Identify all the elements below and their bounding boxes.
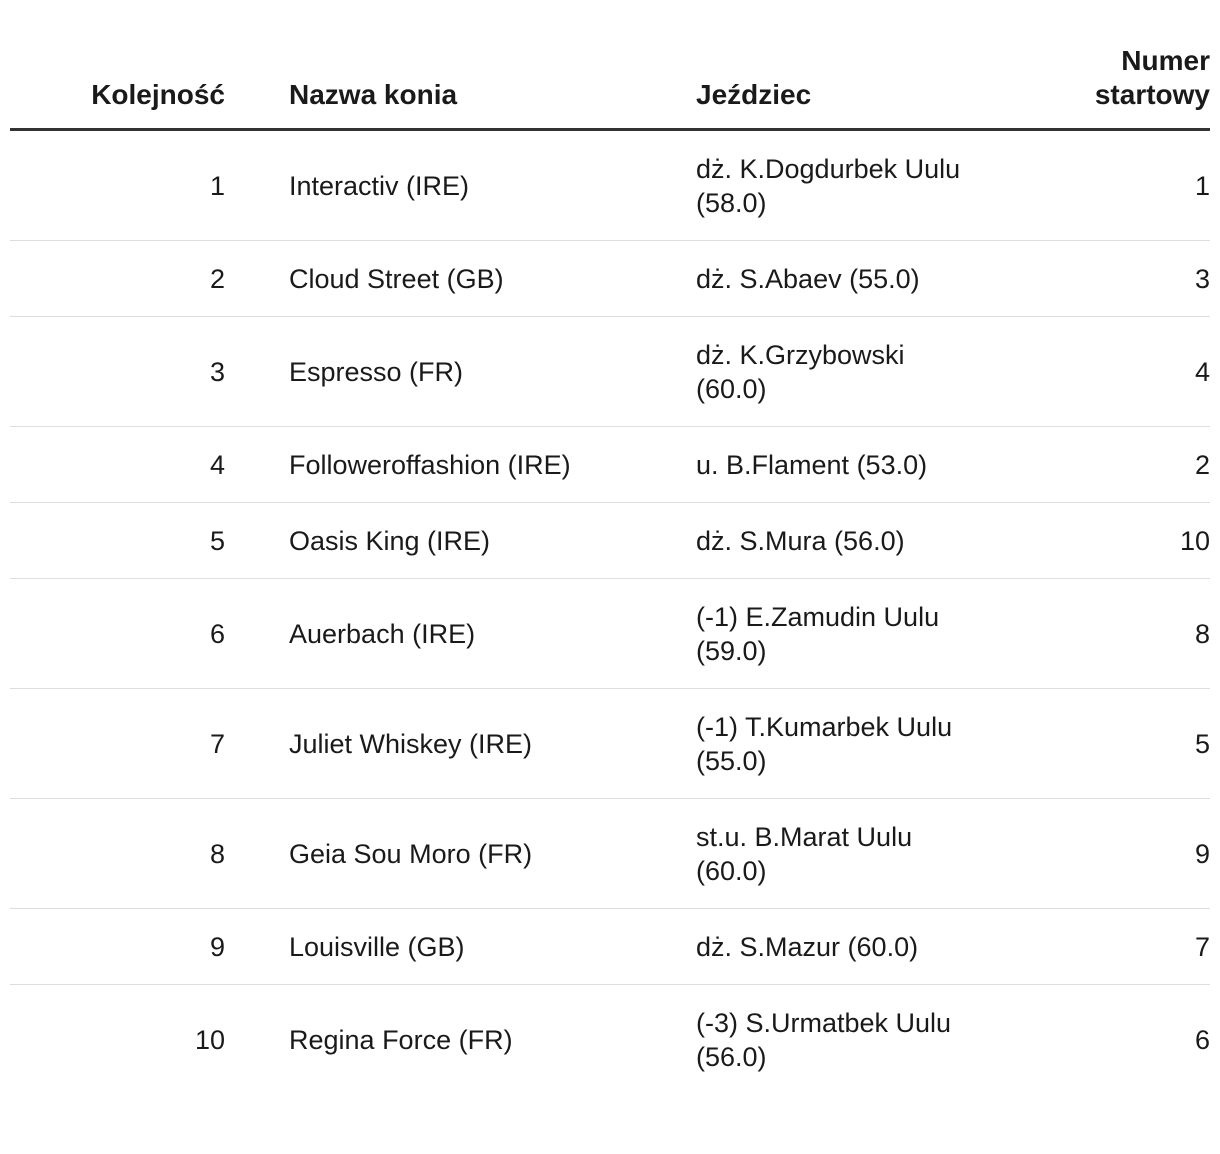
table-row <box>10 241 1210 317</box>
cell-horse-name: Geia Sou Moro (FR) <box>225 799 632 909</box>
column-header-horse-name[interactable]: Nazwa konia <box>225 44 632 130</box>
cell-horse-name: Louisville (GB) <box>225 909 632 985</box>
cell-horse-name: Juliet Whiskey (IRE) <box>225 689 632 799</box>
cell-horse-name: Auerbach (IRE) <box>225 579 632 689</box>
cell-order: 6 <box>10 579 225 689</box>
cell-rider <box>632 130 962 241</box>
cell-rider <box>632 579 962 689</box>
header-row <box>10 44 1210 130</box>
cell-rider <box>632 241 962 317</box>
cell-start-number: 10 <box>962 503 1210 579</box>
cell-order: 4 <box>10 427 225 503</box>
cell-order: 9 <box>10 909 225 985</box>
column-header-start-number-line1: Numer <box>1121 45 1210 76</box>
rider-text: dż. S.Mura (56.0) <box>696 525 905 556</box>
cell-start-number: 4 <box>962 317 1210 427</box>
cell-rider <box>632 689 962 799</box>
results-table-container <box>0 44 1220 1094</box>
cell-horse-name: Regina Force (FR) <box>289 1024 513 1055</box>
cell-start-number: 1 <box>962 130 1210 241</box>
table-body <box>10 130 1210 1095</box>
cell-start-number: 6 <box>1194 1024 1210 1055</box>
rider-text: dż. K.Grzybowski (60.0) <box>696 339 905 404</box>
race-results-table <box>10 44 1210 1094</box>
rider-text: (-3) S.Urmatbek Uulu (56.0) <box>696 1007 952 1072</box>
cell-order: 3 <box>10 317 225 427</box>
cell-horse-name: Followeroffashion (IRE) <box>225 427 632 503</box>
cell-order: 5 <box>10 503 225 579</box>
cell-rider <box>632 799 962 909</box>
rider-text: dż. K.Dogdurbek Uulu (58.0) <box>696 153 961 218</box>
cell-order: 1 <box>10 130 225 241</box>
column-header-start-number[interactable] <box>962 44 1210 130</box>
table-row <box>10 799 1210 909</box>
cell-horse-name: Interactiv (IRE) <box>225 130 632 241</box>
cell-start-number: 5 <box>962 689 1210 799</box>
cell-start-number: 3 <box>962 241 1210 317</box>
column-header-rider[interactable]: Jeździec <box>632 44 962 130</box>
cell-horse-name: Cloud Street (GB) <box>225 241 632 317</box>
cell-order: 10 <box>194 1024 225 1055</box>
rider-text: u. B.Flament (53.0) <box>696 449 928 480</box>
table-row <box>10 689 1210 799</box>
table-row <box>10 130 1210 241</box>
table-row <box>10 985 1210 1095</box>
cell-start-number: 9 <box>962 799 1210 909</box>
cell-rider <box>632 909 962 985</box>
table-row <box>10 317 1210 427</box>
table-header <box>10 44 1210 130</box>
table-row <box>10 427 1210 503</box>
cell-rider <box>632 427 962 503</box>
cell-order: 8 <box>10 799 225 909</box>
cell-horse-name: Espresso (FR) <box>225 317 632 427</box>
rider-text: dż. S.Abaev (55.0) <box>696 263 920 294</box>
column-header-start-number-line2: startowy <box>1094 79 1210 110</box>
cell-start-number: 8 <box>962 579 1210 689</box>
column-header-order[interactable]: Kolejność <box>10 44 225 130</box>
cell-horse-name: Oasis King (IRE) <box>225 503 632 579</box>
table-row <box>10 503 1210 579</box>
cell-rider <box>632 317 962 427</box>
cell-order: 2 <box>10 241 225 317</box>
table-row <box>10 579 1210 689</box>
cell-start-number: 7 <box>962 909 1210 985</box>
rider-text: st.u. B.Marat Uulu (60.0) <box>696 821 913 886</box>
cell-rider <box>632 503 962 579</box>
cell-order: 7 <box>10 689 225 799</box>
cell-start-number: 2 <box>962 427 1210 503</box>
table-row <box>10 909 1210 985</box>
rider-text: (-1) T.Kumarbek Uulu (55.0) <box>696 711 953 776</box>
rider-text: dż. S.Mazur (60.0) <box>696 931 919 962</box>
rider-text: (-1) E.Zamudin Uulu (59.0) <box>696 601 940 666</box>
cell-rider <box>632 985 962 1095</box>
